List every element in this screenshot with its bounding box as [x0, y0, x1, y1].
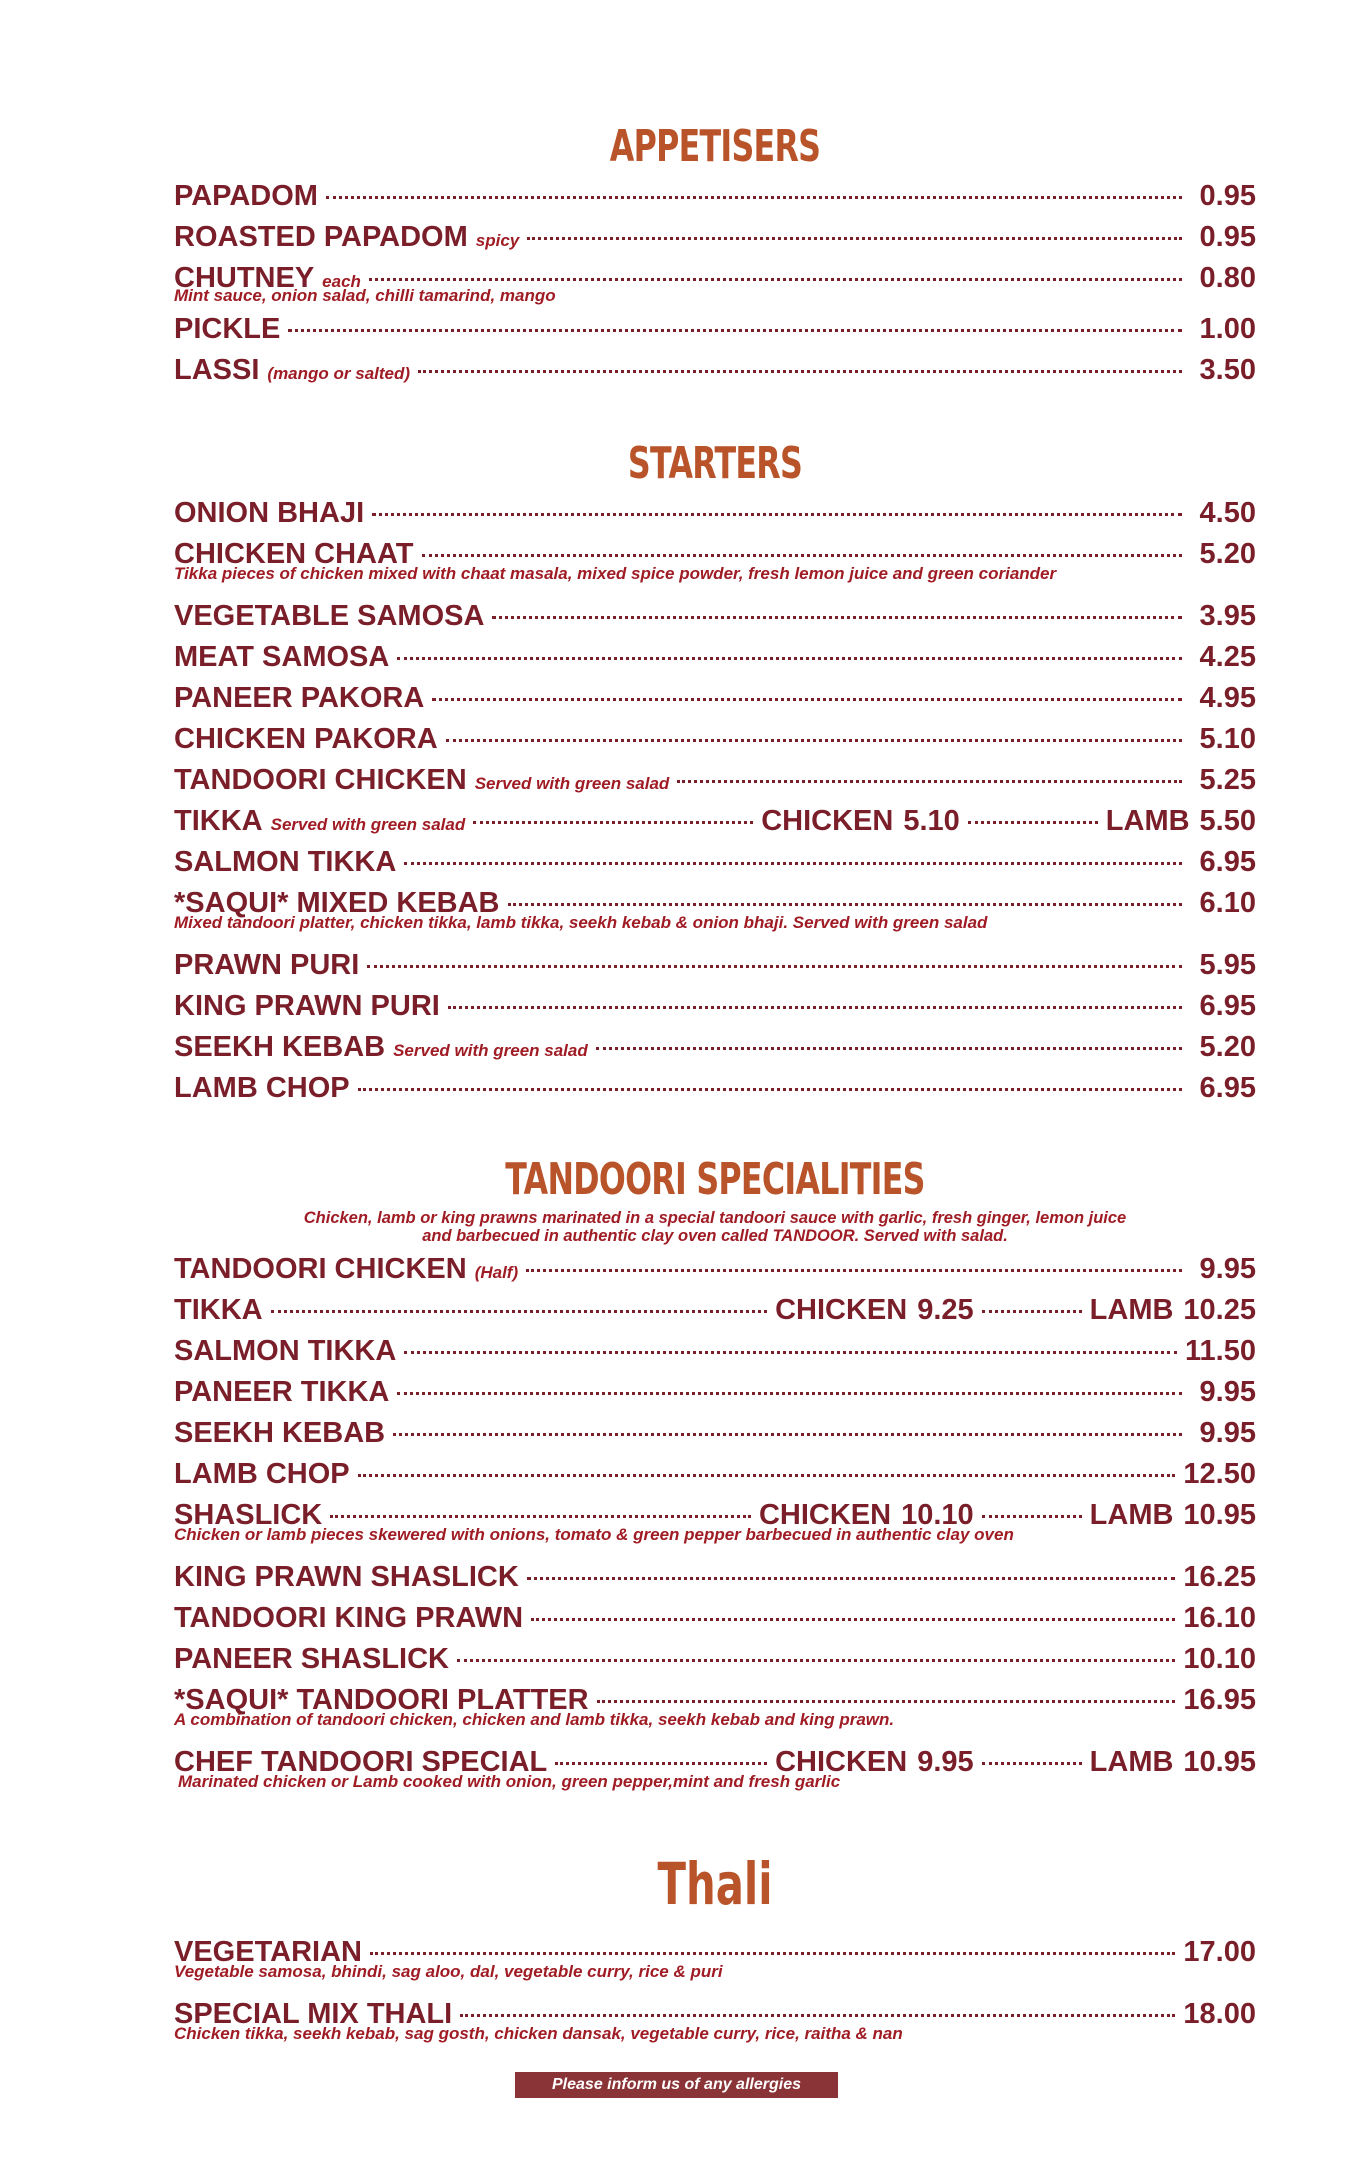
item-price: 3.50	[1199, 354, 1256, 386]
item-name: PANEER SHASLICK	[174, 1643, 449, 1675]
item-name: ROASTED PAPADOM	[174, 221, 468, 253]
option-price-lamb: 10.95	[1183, 1499, 1256, 1531]
item-note: Served with green salad	[393, 1041, 588, 1060]
item-price: 6.95	[1199, 1072, 1256, 1104]
item-description: Tikka pieces of chicken mixed with chaat masala, mixed spice powder, fresh lemon juice and green coriander	[174, 564, 1057, 583]
item-name: PAPADOM	[174, 180, 318, 212]
item-description: Chicken tikka, seekh kebab, sag gosth, chicken dansak, vegetable curry, rice, raitha & nan	[174, 2024, 903, 2043]
item-price: 3.95	[1199, 600, 1256, 632]
item-price: 6.95	[1199, 990, 1256, 1022]
option-price-chicken: 9.95	[917, 1746, 974, 1778]
leader-dots	[330, 1515, 751, 1518]
leader-dots	[457, 1659, 1175, 1662]
option-label-lamb: LAMB	[1105, 805, 1190, 837]
item-name: *SAQUI* MIXED KEBAB	[174, 887, 500, 919]
item-name: *SAQUI* TANDOORI PLATTER	[174, 1684, 589, 1716]
item-price: 5.25	[1199, 764, 1256, 796]
menu-item	[174, 1454, 1256, 1495]
option-price-lamb: 10.25	[1183, 1294, 1256, 1326]
option-label-chicken: CHICKEN	[758, 1499, 892, 1531]
item-name: PICKLE	[174, 313, 281, 345]
leader-dots	[367, 965, 1182, 968]
leader-dots	[508, 903, 1183, 906]
item-name: SALMON TIKKA	[174, 846, 397, 878]
menu-item	[174, 176, 1256, 217]
leader-dots	[982, 1310, 1082, 1313]
leader-dots	[492, 616, 1182, 619]
option-price-chicken: 9.25	[917, 1294, 974, 1326]
menu-item	[174, 350, 1256, 391]
menu-item	[174, 883, 1256, 945]
menu-item	[174, 1680, 1256, 1742]
menu-item	[174, 309, 1256, 350]
menu-item	[174, 258, 1256, 309]
item-price: 16.25	[1183, 1561, 1256, 1593]
option-label-lamb: LAMB	[1089, 1746, 1174, 1778]
item-note: (mango or salted)	[267, 364, 411, 383]
item-price: 17.00	[1183, 1936, 1256, 1968]
menu-item	[174, 1994, 1256, 2056]
menu-item	[174, 493, 1256, 534]
leader-dots	[288, 329, 1182, 332]
item-name: SPECIAL MIX THALI	[174, 1998, 453, 2030]
option-label-chicken: CHICKEN	[775, 1746, 908, 1778]
item-price: 0.80	[1199, 262, 1256, 294]
item-price: 16.10	[1183, 1602, 1256, 1634]
item-price: 0.95	[1199, 180, 1256, 212]
section-title-tandoori-specialities: TANDOORI SPECIALITIES	[505, 1154, 925, 1205]
option-price-chicken: 5.10	[903, 805, 960, 837]
item-price: 10.10	[1183, 1643, 1256, 1675]
section-note-line: Chicken, lamb or king prawns marinated in a special tandoori sauce with garlic, fresh ginger, lemon juice	[303, 1209, 1127, 1227]
option-label-chicken: CHICKEN	[761, 805, 894, 837]
menu-item	[174, 1598, 1256, 1639]
item-name: CHICKEN PAKORA	[174, 723, 438, 755]
menu-item	[174, 1639, 1256, 1680]
menu-item	[174, 678, 1256, 719]
option-label-lamb: LAMB	[1089, 1499, 1174, 1531]
section-note	[255, 1209, 1175, 1245]
item-price: 12.50	[1183, 1458, 1256, 1490]
item-name: PRAWN PURI	[174, 949, 360, 981]
menu-item	[174, 534, 1256, 596]
leader-dots	[358, 1474, 1176, 1477]
item-name: TANDOORI CHICKEN	[174, 764, 467, 796]
item-description: Vegetable samosa, bhindi, sag aloo, dal, vegetable curry, rice & puri	[174, 1962, 723, 1981]
item-name: TANDOORI KING PRAWN	[174, 1602, 524, 1634]
item-name: TANDOORI CHICKEN	[174, 1253, 467, 1285]
item-name: SALMON TIKKA	[174, 1335, 397, 1367]
menu-item	[174, 1557, 1256, 1598]
section-title-thali: Thali	[657, 1850, 773, 1918]
leader-dots	[527, 1577, 1176, 1580]
menu-item	[174, 637, 1256, 678]
section-note-line: and barbecued in authentic clay oven called TANDOOR. Served with salad.	[422, 1227, 1008, 1245]
menu	[174, 118, 1256, 2056]
allergy-notice-banner: Please inform us of any allergies	[515, 2072, 838, 2098]
menu-item	[174, 596, 1256, 637]
menu-item	[174, 1331, 1256, 1372]
item-name: PANEER PAKORA	[174, 682, 425, 714]
item-name: ONION BHAJI	[174, 497, 365, 529]
item-name: CHICKEN CHAAT	[174, 538, 414, 570]
leader-dots	[597, 1700, 1176, 1703]
menu-item	[174, 1495, 1256, 1557]
menu-item	[174, 1290, 1256, 1331]
menu-item	[174, 1027, 1256, 1068]
item-name: KING PRAWN PURI	[174, 990, 440, 1022]
menu-item	[174, 1742, 1256, 1804]
item-price: 4.50	[1199, 497, 1256, 529]
item-price: 4.25	[1199, 641, 1256, 673]
item-price: 16.95	[1183, 1684, 1256, 1716]
menu-item	[174, 801, 1256, 842]
leader-dots	[418, 370, 1182, 373]
item-name: SEEKH KEBAB	[174, 1417, 386, 1449]
menu-item	[174, 719, 1256, 760]
leader-dots	[422, 554, 1182, 557]
menu-item	[174, 945, 1256, 986]
item-name: MEAT SAMOSA	[174, 641, 390, 673]
leader-dots	[446, 739, 1182, 742]
item-description: Mixed tandoori platter, chicken tikka, lamb tikka, seekh kebab & onion bhaji. Served with green salad	[174, 913, 988, 932]
leader-dots	[555, 1762, 767, 1765]
menu-item	[174, 1249, 1256, 1290]
section-title-appetisers: APPETISERS	[609, 121, 821, 172]
leader-dots	[526, 1269, 1182, 1272]
item-note: Served with green salad	[270, 815, 466, 834]
item-name: SHASLICK	[174, 1499, 323, 1531]
leader-dots	[460, 2014, 1175, 2017]
section-title-starters: STARTERS	[627, 438, 803, 489]
leader-dots	[982, 1762, 1082, 1765]
item-name: PANEER TIKKA	[174, 1376, 390, 1408]
leader-dots	[370, 1952, 1175, 1955]
item-name: TIKKA	[174, 1294, 263, 1326]
leader-dots	[968, 821, 1098, 824]
item-name: TIKKA	[174, 805, 263, 837]
leader-dots	[397, 1392, 1182, 1395]
option-label-chicken: CHICKEN	[775, 1294, 908, 1326]
item-name: CHUTNEY	[174, 262, 315, 294]
leader-dots	[271, 1310, 767, 1313]
leader-dots	[358, 1088, 1182, 1091]
menu-item	[174, 1372, 1256, 1413]
menu-item	[174, 1413, 1256, 1454]
item-name: LASSI	[174, 354, 260, 386]
menu-item	[174, 1932, 1256, 1994]
leader-dots	[596, 1047, 1182, 1050]
item-description: Chicken or lamb pieces skewered with onions, tomato & green pepper barbecued in authentic clay oven	[174, 1525, 1014, 1544]
item-price: 0.95	[1199, 221, 1256, 253]
menu-item	[174, 986, 1256, 1027]
item-price: 5.95	[1199, 949, 1256, 981]
leader-dots	[982, 1515, 1082, 1518]
item-name: VEGETABLE SAMOSA	[174, 600, 485, 632]
item-description: Mint sauce, onion salad, chilli tamarind, mango	[174, 286, 556, 305]
leader-dots	[677, 780, 1182, 783]
item-name: CHEF TANDOORI SPECIAL	[174, 1746, 548, 1778]
leader-dots	[448, 1006, 1182, 1009]
item-price: 9.95	[1199, 1376, 1256, 1408]
leader-dots	[404, 1351, 1177, 1354]
leader-dots	[432, 698, 1182, 701]
leader-dots	[393, 1433, 1182, 1436]
leader-dots	[397, 657, 1182, 660]
option-price-chicken: 10.10	[901, 1499, 974, 1531]
menu-item	[174, 1068, 1256, 1109]
leader-dots	[326, 196, 1182, 199]
option-price-lamb: 10.95	[1183, 1746, 1256, 1778]
item-price: 9.95	[1199, 1253, 1256, 1285]
leader-dots	[369, 278, 1182, 281]
item-price: 1.00	[1199, 313, 1256, 345]
item-note: (Half)	[474, 1263, 519, 1282]
item-name: LAMB CHOP	[174, 1072, 350, 1104]
option-price-lamb: 5.50	[1199, 805, 1256, 837]
item-name: VEGETARIAN	[174, 1936, 362, 1968]
item-price: 9.95	[1199, 1417, 1256, 1449]
leader-dots	[372, 513, 1182, 516]
item-description: Marinated chicken or Lamb cooked with onion, green pepper,mint and fresh garlic	[178, 1772, 841, 1791]
menu-item	[174, 842, 1256, 883]
item-price: 5.20	[1199, 1031, 1256, 1063]
item-name: KING PRAWN SHASLICK	[174, 1561, 519, 1593]
item-note: Served with green salad	[474, 774, 670, 793]
leader-dots	[531, 1618, 1175, 1621]
item-note: spicy	[475, 231, 520, 250]
item-price: 5.10	[1199, 723, 1256, 755]
menu-item	[174, 217, 1256, 258]
item-name: SEEKH KEBAB	[174, 1031, 386, 1063]
item-note: each	[322, 272, 361, 291]
item-price: 4.95	[1199, 682, 1256, 714]
item-price: 6.10	[1199, 887, 1256, 919]
leader-dots	[404, 862, 1182, 865]
item-price: 5.20	[1199, 538, 1256, 570]
leader-dots	[527, 237, 1182, 240]
item-price: 18.00	[1183, 1998, 1256, 2030]
menu-item	[174, 760, 1256, 801]
option-label-lamb: LAMB	[1089, 1294, 1174, 1326]
item-price: 11.50	[1185, 1335, 1256, 1367]
item-price: 6.95	[1199, 846, 1256, 878]
item-name: LAMB CHOP	[174, 1458, 350, 1490]
leader-dots	[473, 821, 753, 824]
item-description: A combination of tandoori chicken, chicken and lamb tikka, seekh kebab and king prawn.	[174, 1710, 895, 1729]
